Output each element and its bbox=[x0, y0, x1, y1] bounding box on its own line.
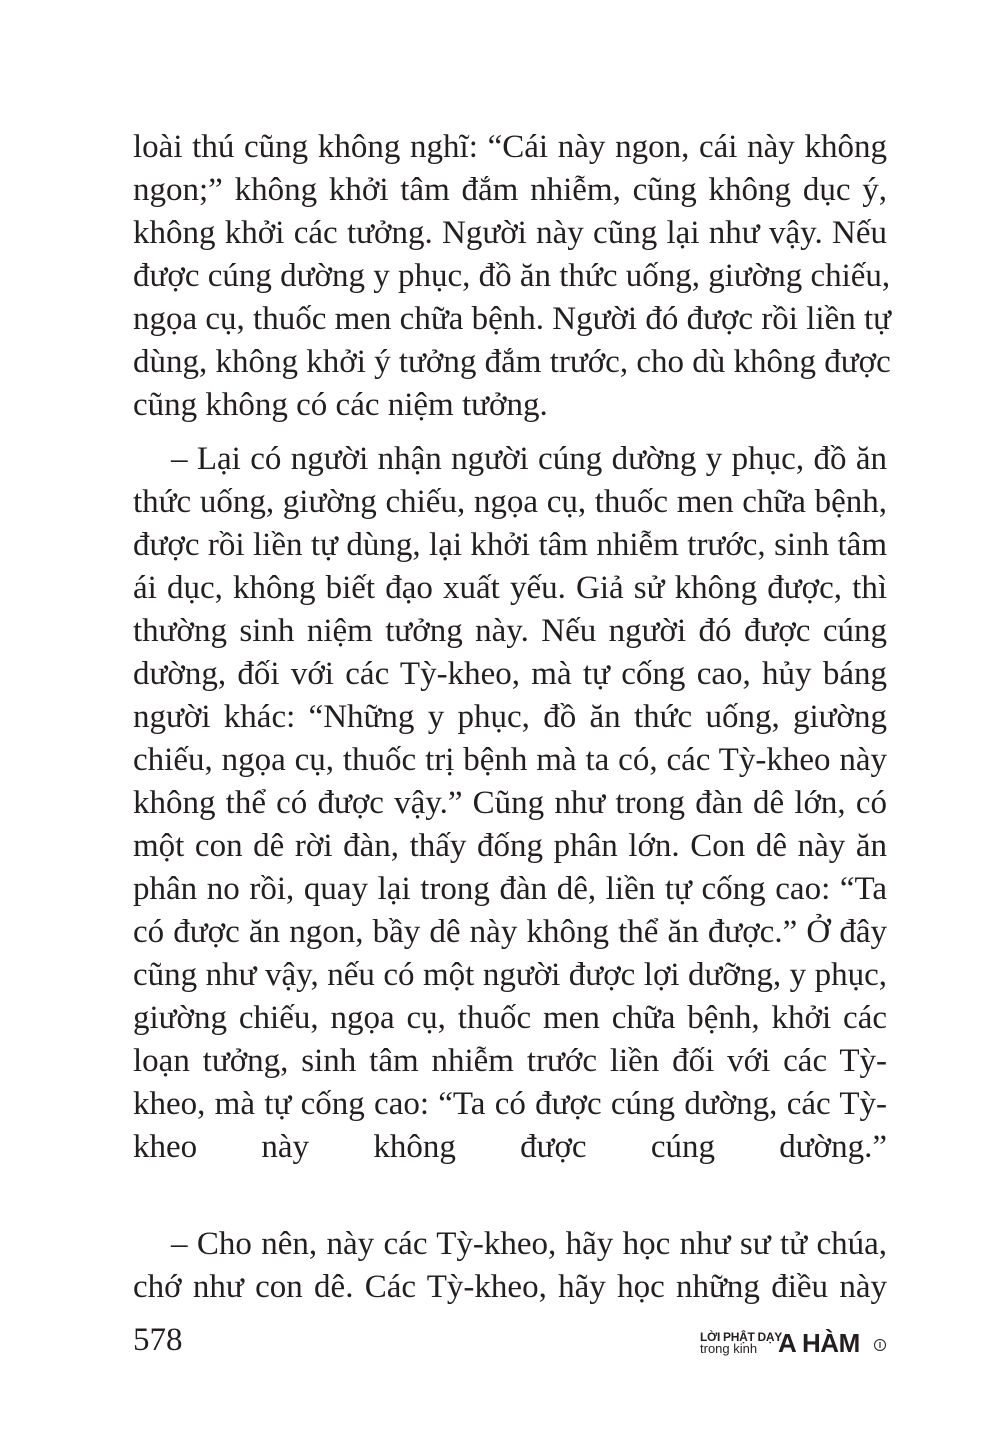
series-top-label: LỜI PHẬT DẠY bbox=[700, 1330, 782, 1344]
text-line: cũng không có các niệm tưởng. bbox=[133, 387, 548, 423]
paragraph-2 bbox=[133, 438, 887, 1212]
text-line: người khác: “Những y phục, đồ ăn thức uống, giường bbox=[133, 699, 887, 735]
text-line: chiếu, ngọa cụ, thuốc trị bệnh mà ta có, các Tỳ-kheo này bbox=[133, 742, 887, 778]
text-line: thức uống, giường chiếu, ngọa cụ, thuốc men chữa bệnh, bbox=[133, 484, 887, 520]
text-line: kheo, mà tự cống cao: “Ta có được cúng dường, các Tỳ- bbox=[133, 1086, 887, 1122]
page-number: 578 bbox=[133, 1322, 183, 1358]
text-line: – Cho nên, này các Tỳ-kheo, hãy học như sư tử chúa, bbox=[171, 1226, 887, 1262]
text-line: cũng như vậy, nếu có một người được lợi dưỡng, y phục, bbox=[133, 957, 887, 993]
text-line: ngon;” không khởi tâm đắm nhiễm, cũng không dục ý, bbox=[133, 172, 887, 208]
page-body bbox=[133, 126, 892, 1309]
text-line: kheo này không được cúng dường.” bbox=[133, 1129, 887, 1165]
text-line: dường, đối với các Tỳ-kheo, mà tự cống cao, hủy báng bbox=[133, 656, 887, 692]
text-line: được rồi liền tự dùng, lại khởi tâm nhiễm trước, sinh tâm bbox=[133, 527, 887, 563]
text-line: thường sinh niệm tưởng này. Nếu người đó được cúng bbox=[133, 613, 887, 649]
text-line: được cúng dường y phục, đồ ăn thức uống, giường chiếu, bbox=[133, 258, 891, 294]
paragraph-3 bbox=[133, 1223, 887, 1309]
text-line: ngọa cụ, thuốc men chữa bệnh. Người đó được rồi liền tự bbox=[133, 301, 892, 337]
paragraph-1 bbox=[133, 126, 892, 427]
text-line: – Lại có người nhận người cúng dường y phục, đồ ăn bbox=[171, 441, 887, 477]
text-line: có được ăn ngon, bầy dê này không thể ăn được.” Ở đây bbox=[133, 914, 887, 950]
text-line: phân no rồi, quay lại trong đàn dê, liền tự cống cao: “Ta bbox=[133, 871, 887, 907]
text-line: một con dê rời đàn, thấy đống phân lớn. Con dê này ăn bbox=[133, 828, 887, 864]
text-line: loài thú cũng không nghĩ: “Cái này ngon, cái này không bbox=[133, 129, 887, 165]
volume-badge: I bbox=[874, 1339, 886, 1351]
text-line bbox=[133, 1169, 887, 1212]
series-title: A HÀM bbox=[778, 1328, 860, 1358]
text-line: loạn tưởng, sinh tâm nhiễm trước liền đối với các Tỳ- bbox=[133, 1043, 887, 1079]
text-line: không khởi các tưởng. Người này cũng lại như vậy. Nếu bbox=[133, 215, 887, 251]
text-line: chớ như con dê. Các Tỳ-kheo, hãy học những điều này bbox=[133, 1269, 887, 1305]
text-line: giường chiếu, ngọa cụ, thuốc men chữa bệnh, khởi các bbox=[133, 1000, 887, 1036]
text-line: ái dục, không biết đạo xuất yếu. Giả sử không được, thì bbox=[133, 570, 887, 606]
text-line: không thể có được vậy.” Cũng như trong đàn dê lớn, có bbox=[133, 785, 887, 821]
series-bottom-label: trong kinh bbox=[700, 1341, 758, 1356]
book-series-footer bbox=[700, 1327, 890, 1363]
text-line: dùng, không khởi ý tưởng đắm trước, cho dù không được bbox=[133, 344, 891, 380]
